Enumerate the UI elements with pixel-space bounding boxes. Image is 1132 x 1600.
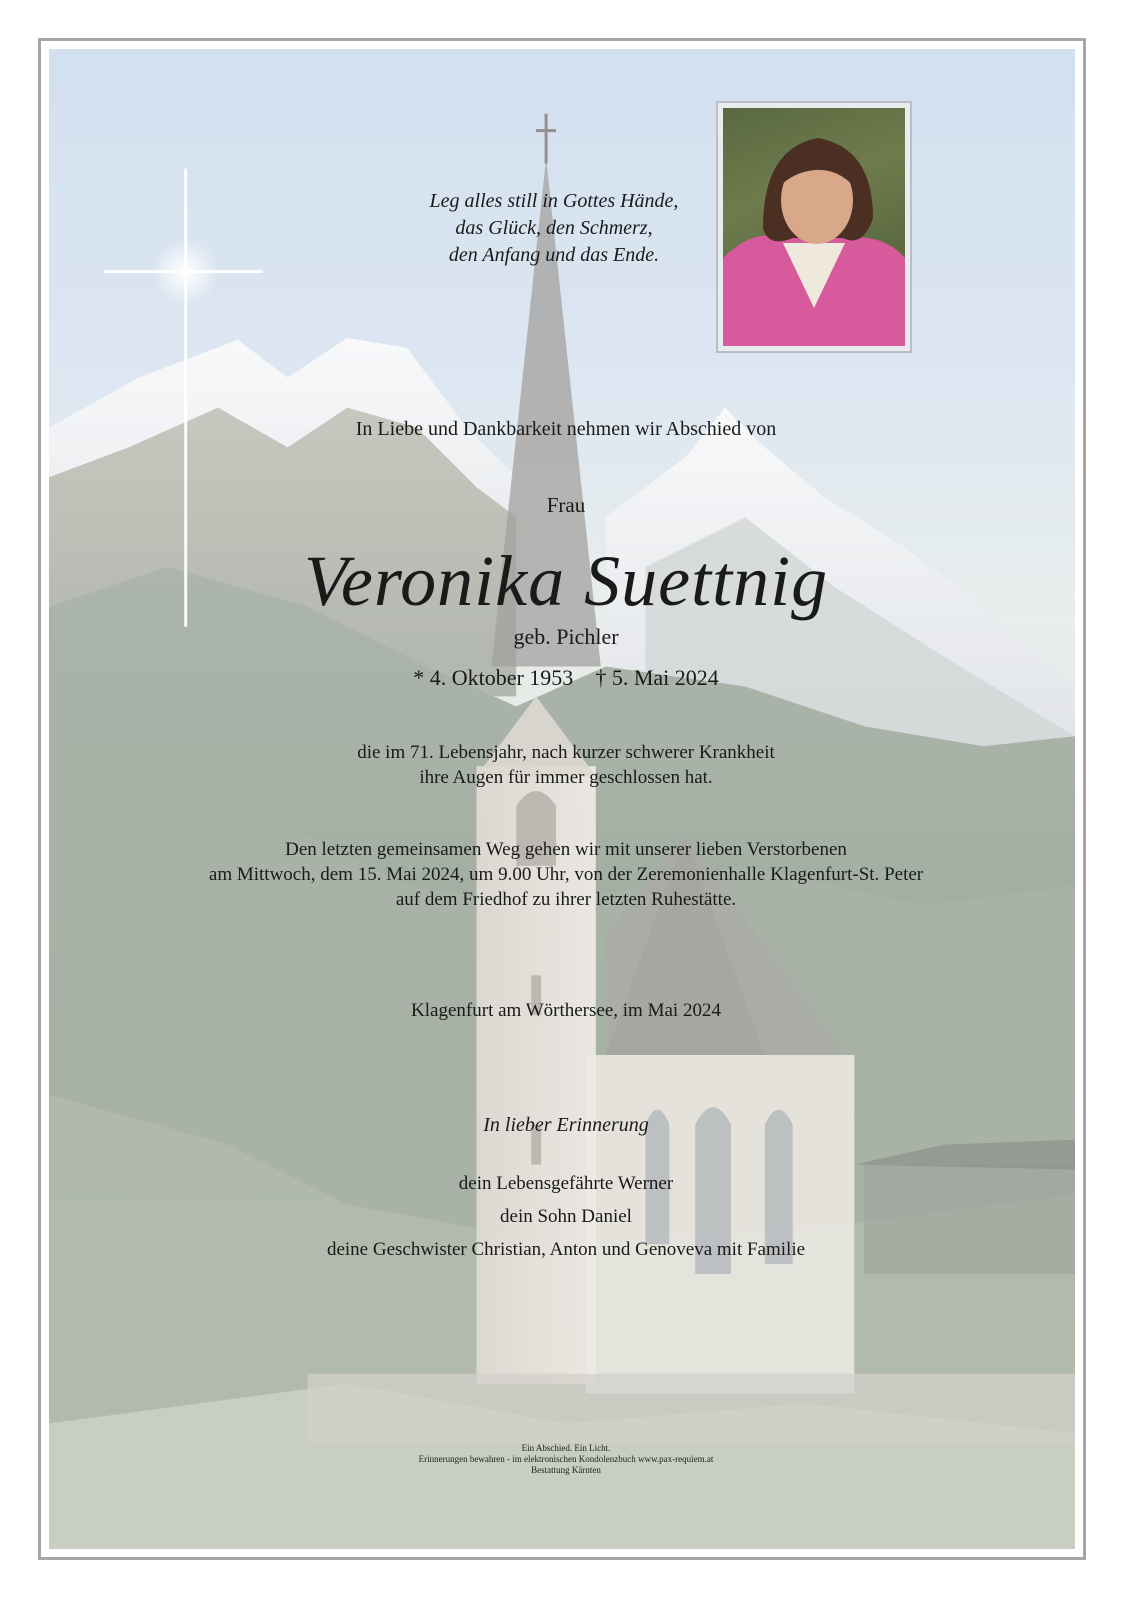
portrait-icon (723, 108, 905, 346)
death-date: † 5. Mai 2024 (595, 665, 719, 690)
footer-condolence-link[interactable]: Erinnerungen bewahren - im elektronischen Kondolenzbuch www.pax-requiem.at (418, 1454, 714, 1464)
background-landscape (49, 49, 1075, 1549)
mourner-entry: dein Lebensgefährte Werner (458, 1173, 674, 1194)
verse-line: Leg alles still in Gottes Hände, (429, 190, 679, 212)
mourner-entry: deine Geschwister Christian, Anton und Genoveva mit Familie (326, 1239, 806, 1260)
place-date: Klagenfurt am Wörthersee, im Mai 2024 (411, 1000, 721, 1021)
mourner-entry: dein Sohn Daniel (500, 1206, 632, 1227)
paragraph-line: die im 71. Lebensjahr, nach kurzer schwerer Krankheit (357, 742, 775, 763)
mourners-list (0, 1167, 1132, 1266)
life-dates (0, 665, 1132, 691)
funeral-paragraph (0, 837, 1132, 912)
birth-date: * 4. Oktober 1953 (413, 665, 574, 690)
verse-line: den Anfang und das Ende. (448, 244, 660, 266)
portrait-frame (716, 101, 912, 353)
paragraph-line: auf dem Friedhof zu ihrer letzten Ruhestätte. (395, 889, 737, 910)
verse-line: das Glück, den Schmerz, (455, 217, 653, 239)
paragraph-line: Den letzten gemeinsamen Weg gehen wir mit unserer lieben Verstorbenen (285, 839, 847, 860)
deceased-name: Veronika Suettnig (303, 541, 829, 621)
footer-undertaker: Bestattung Kärnten (531, 1465, 601, 1475)
paragraph-line: am Mittwoch, dem 15. Mai 2024, um 9.00 Uhr, von der Zeremonienhalle Klagenfurt-St. Peter (208, 864, 924, 885)
verse (374, 188, 734, 269)
memory-heading: In lieber Erinnerung (483, 1114, 649, 1136)
maiden-name: geb. Pichler (513, 624, 619, 649)
footer-slogan: Ein Abschied. Ein Licht. (521, 1443, 611, 1453)
intro-text: In Liebe und Dankbarkeit nehmen wir Abschied von (355, 418, 777, 440)
paragraph-line: ihre Augen für immer geschlossen hat. (419, 767, 713, 788)
illness-paragraph (0, 740, 1132, 790)
portrait-photo (723, 108, 905, 346)
salutation: Frau (546, 493, 586, 517)
footer (0, 1443, 1132, 1476)
background-veil (49, 49, 1075, 1549)
